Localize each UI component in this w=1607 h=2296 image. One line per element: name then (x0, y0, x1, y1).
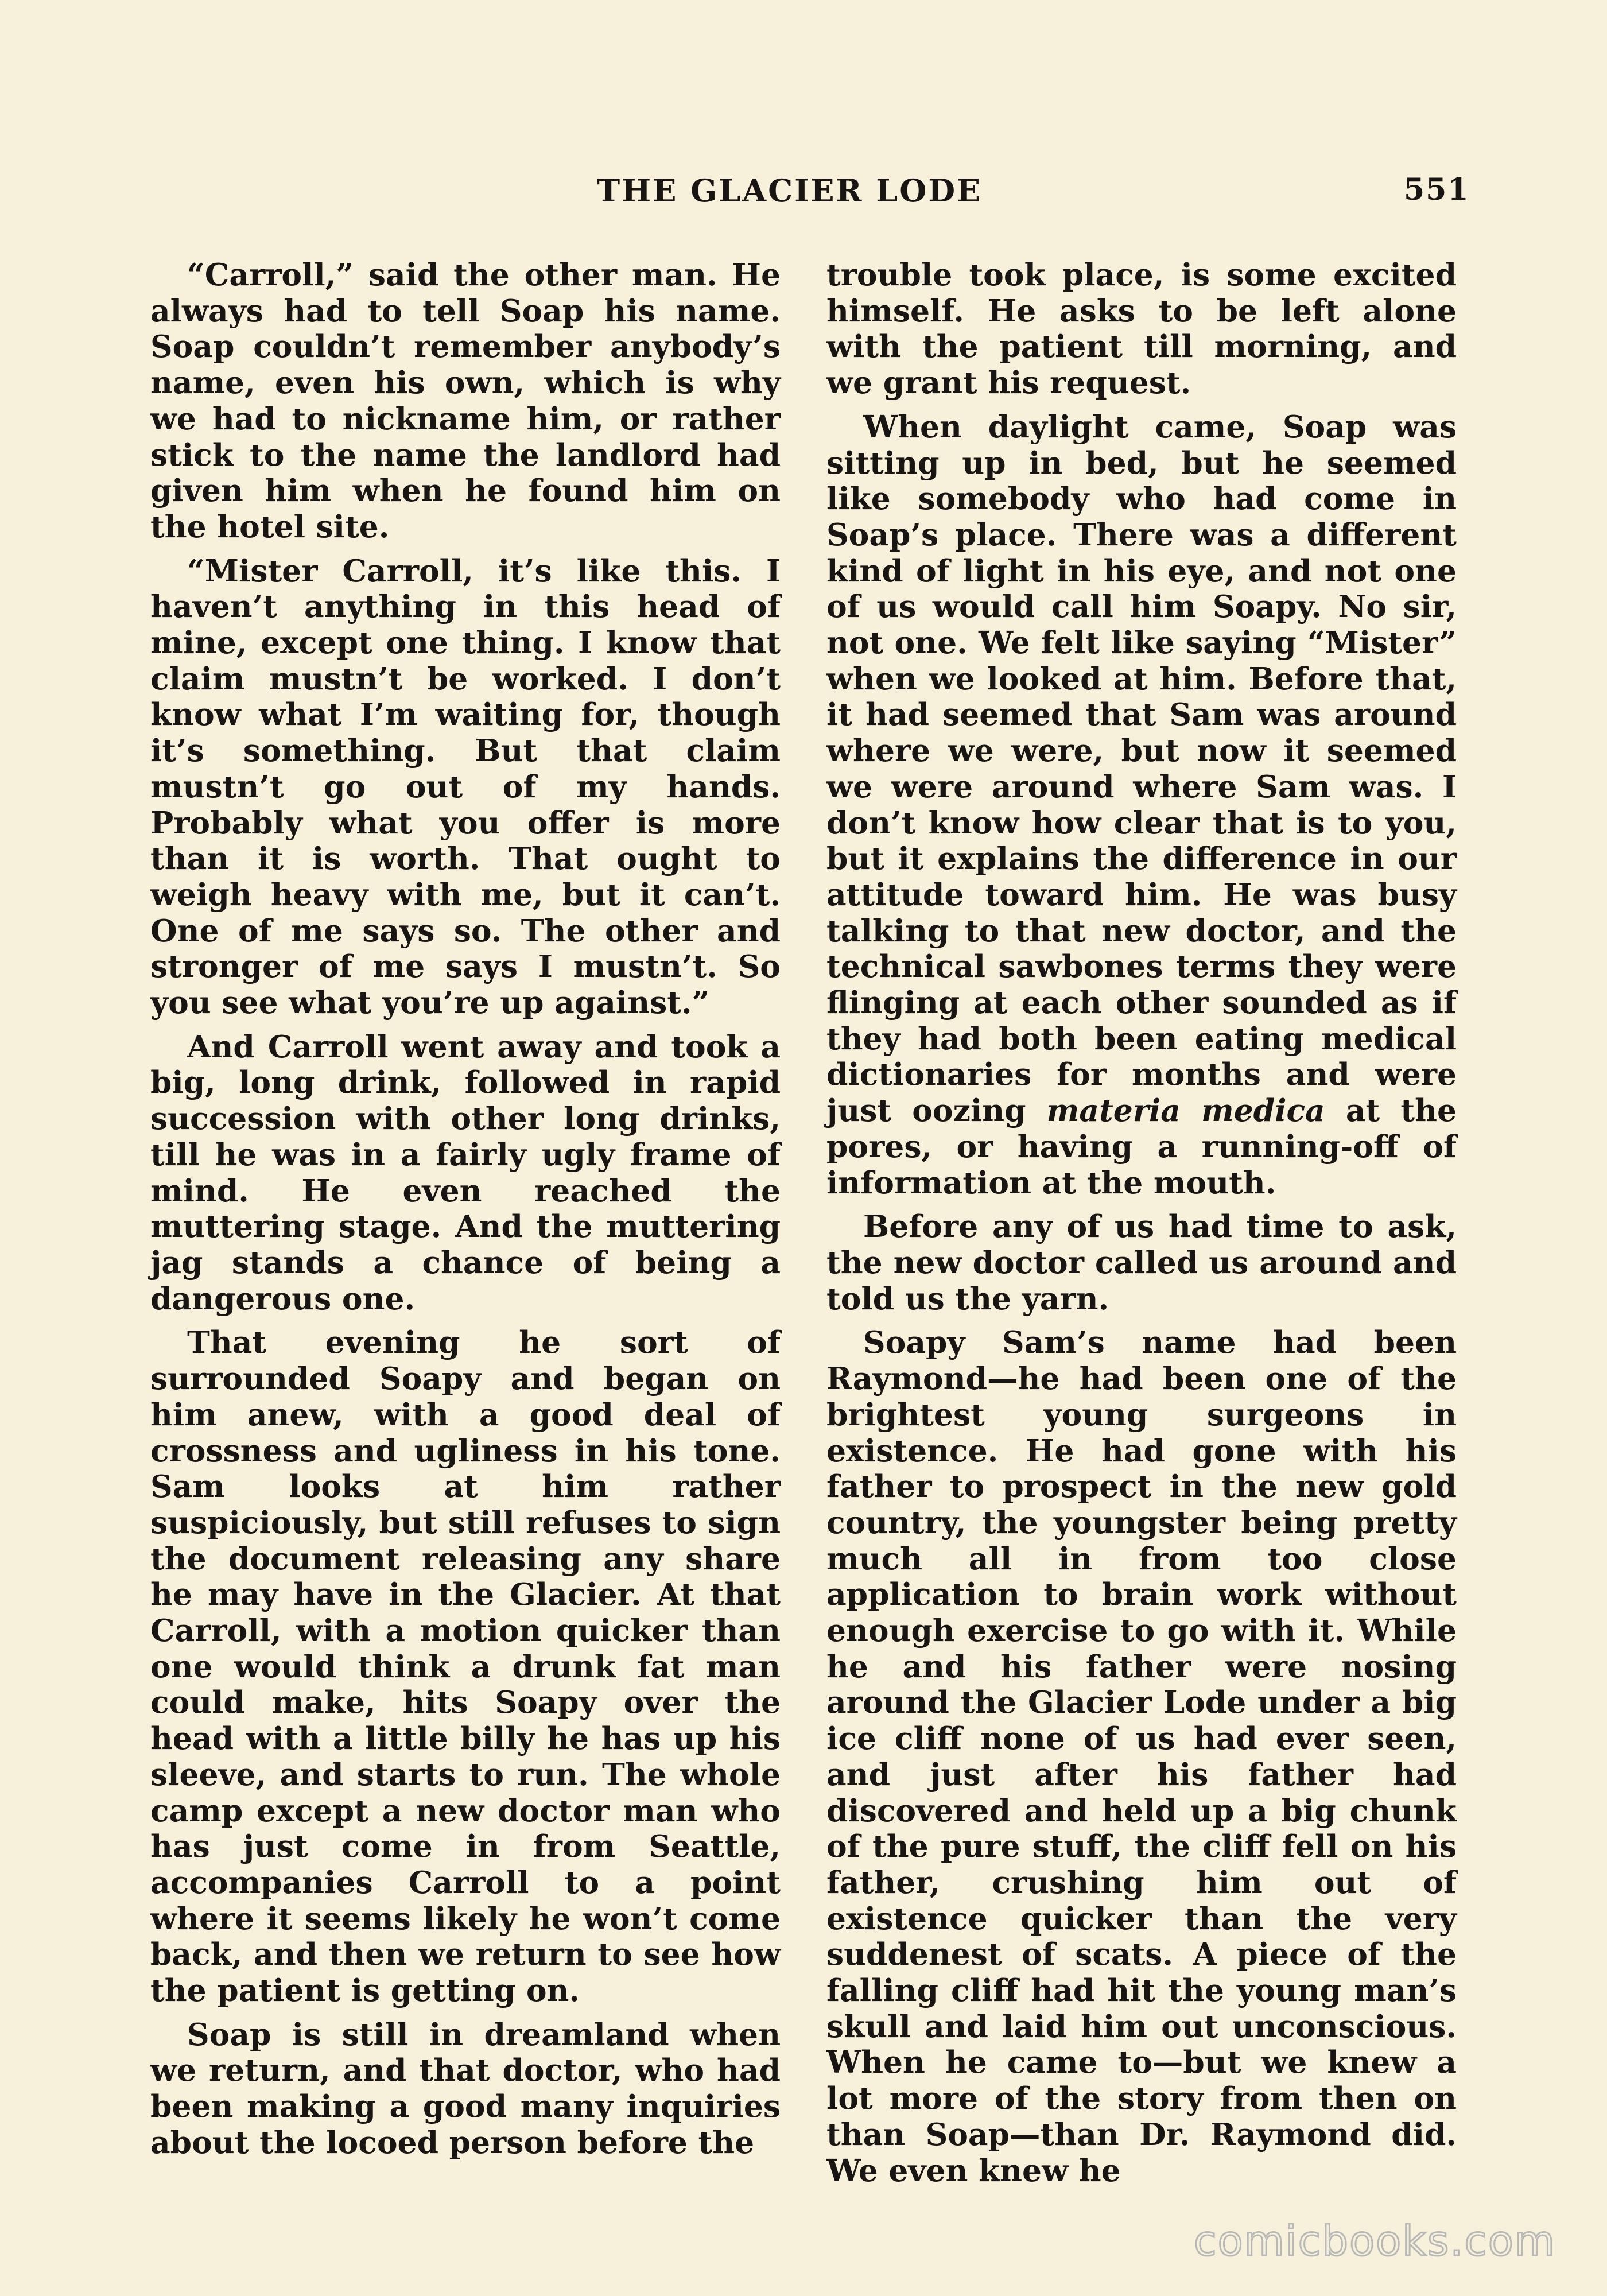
running-title: THE GLACIER LODE (597, 172, 983, 209)
running-head (0, 172, 1607, 212)
watermark: comicbooks.com (1194, 2217, 1556, 2265)
paragraph: Soapy Sam’s name had been Raymond—he had been one of the brightest young surgeons in existence. He had gone with his father to prospect in the new gold country, the youngster being pretty much all in from too close application to brain work without enough exercise to go with it. While he and his father were nosing around the Glacier Lode under a big ice cliff none of us had ever seen, and just after his father had discovered and held up a big chunk of the pure stuff, the cliff fell on his father, crushing him out of existence quicker than the very suddenest of scats. A piece of the falling cliff had hit the young man’s skull and laid him out unconscious. When he came to—but we knew a lot more of the story from then on than Soap—than Dr. Raymond did. We even knew he (826, 1324, 1457, 2189)
right-column (826, 257, 1457, 2197)
paragraph: “Carroll,” said the other man. He always had to tell Soap his name. Soap couldn’t remember anybody’s name, even his own, which is why we had to nickname him, or rather stick to the name the landlord had given him when he found him on the hotel site. (150, 257, 781, 545)
left-column (150, 257, 781, 2169)
paragraph-text: at the pores, or having a running-off of information at the mouth. (826, 1092, 1457, 1201)
paragraph: And Carroll went away and took a big, long drink, followed in rapid succession with other long drinks, till he was in a fairly ugly frame of mind. He even reached the muttering stage. And the muttering jag stands a chance of being a dangerous one. (150, 1028, 781, 1317)
paragraph: “Mister Carroll, it’s like this. I haven’t anything in this head of mine, except one thing. I know that claim mustn’t be worked. I don’t know what I’m waiting for, though it’s something. But that claim mustn’t go out of my hands. Probably what you offer is more than it is worth. That ought to weigh heavy with me, but it can’t. One of me says so. The other and stronger of me says I mustn’t. So you see what you’re up against.” (150, 552, 781, 1021)
paragraph: Soap is still in dreamland when we return, and that doctor, who had been making a good many inquiries about the locoed person before the (150, 2016, 781, 2161)
paragraph-text: When daylight came, Soap was sitting up in bed, but he seemed like somebody who had come in Soap’s place. There was a different kind of light in his eye, and not one of us would call him Soapy. No sir, not one. We felt like saying “Mister” when we looked at him. Before that, it had seemed that Sam was around where we were, but now it seemed we were around where Sam was. I don’t know how clear that is to you, but it explains the difference in our attitude toward him. He was busy talking to that new doctor, and the technical sawbones terms they were flinging at each other sounded as if they had both been eating medical dictionaries for months and were just oozing (826, 408, 1457, 1129)
paragraph-continuation: trouble took place, is some excited himself. He asks to be left alone with the patient till morning, and we grant his request. (826, 257, 1457, 401)
page-number: 551 (1404, 172, 1470, 207)
paragraph (826, 409, 1457, 1201)
italic-phrase: materia medica (1046, 1092, 1325, 1129)
paragraph: That evening he sort of surrounded Soapy and began on him anew, with a good deal of crossness and ugliness in his tone. Sam looks at him rather suspiciously, but still refuses to sign the document releasing any share he may have in the Glacier. At that Carroll, with a motion quicker than one would think a drunk fat man could make, hits Soapy over the head with a little billy he has up his sleeve, and starts to run. The whole camp except a new doctor man who has just come in from Seattle, accompanies Carroll to a point where it seems likely he won’t come back, and then we return to see how the patient is getting on. (150, 1324, 781, 2009)
paragraph: Before any of us had time to ask, the new doctor called us around and told us the yarn. (826, 1208, 1457, 1317)
